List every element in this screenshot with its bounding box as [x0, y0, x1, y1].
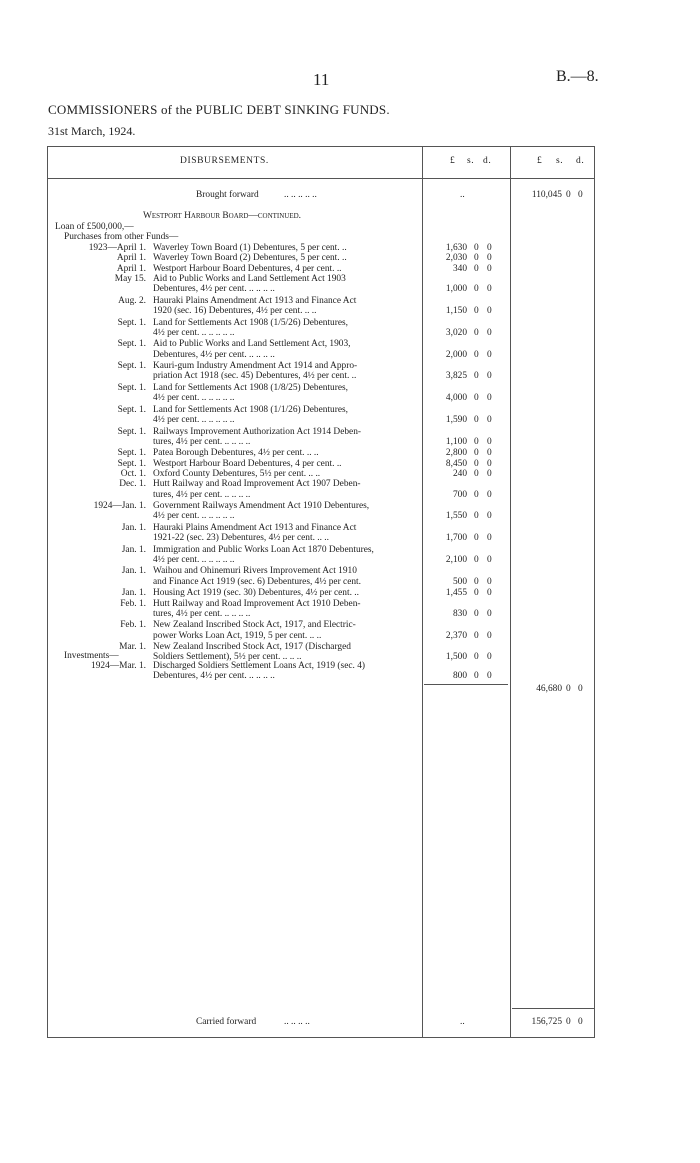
entry-description: Government Railways Amendment Act 1910 Debentures,	[153, 501, 370, 511]
entry-pence: 0	[487, 371, 492, 382]
entry-date: Dec. 1.	[119, 479, 146, 490]
entry-shillings: 0	[474, 576, 479, 587]
entry-date: Sept. 1.	[117, 382, 146, 393]
entry-date: Sept. 1.	[117, 339, 146, 350]
entry-pence: 0	[487, 349, 492, 360]
entry-description: New Zealand Inscribed Stock Act, 1917 (Discharged	[153, 642, 351, 653]
entry-shillings: 0	[474, 554, 479, 565]
carried-forward-shillings: 0	[566, 1017, 571, 1027]
entry-amount: 1,630	[445, 243, 467, 253]
entry-shillings: 0	[474, 671, 479, 681]
entry-description: power Works Loan Act, 1919, 5 per cent. .. ..	[153, 630, 322, 641]
entry-amount: 3,825	[445, 371, 467, 382]
header-rule	[47, 178, 595, 179]
brought-forward-shillings: 0	[566, 190, 571, 200]
entry-shillings: 0	[474, 243, 479, 253]
entry-description: Debentures, 4½ per cent. .. .. .. ..	[153, 284, 275, 295]
entry-pence: 0	[487, 511, 492, 522]
entry-pence: 0	[487, 327, 492, 338]
loan-label: Loan of £500,000,—	[55, 222, 134, 232]
entry-pence: 0	[487, 588, 492, 599]
entry-pence: 0	[487, 415, 492, 425]
total-rule	[512, 1008, 594, 1009]
entry-amount: 1,455	[445, 588, 467, 599]
entry-description: Soldiers Settlement), 5½ per cent. .. .. ..	[153, 652, 302, 663]
pounds-header: £	[450, 156, 456, 166]
entry-amount: 2,000	[445, 349, 467, 360]
subtotal-pence: 0	[578, 684, 583, 694]
entry-shillings: 0	[474, 349, 479, 360]
entry-shillings: 0	[474, 630, 479, 641]
entry-date: 1924—Mar. 1.	[91, 661, 146, 671]
section-heading: Westport Harbour Board—continued.	[143, 211, 302, 221]
entry-description: Discharged Soldiers Settlement Loans Act, 1919 (sec. 4)	[153, 661, 366, 671]
entry-pence: 0	[487, 576, 492, 587]
entry-shillings: 0	[474, 263, 479, 274]
entry-description: Hauraki Plains Amendment Act 1913 and Finance Act	[153, 295, 357, 306]
entry-shillings: 0	[474, 533, 479, 544]
entry-pence: 0	[487, 436, 492, 447]
entry-amount: 8,450	[445, 458, 467, 469]
entry-date: Feb. 1.	[120, 620, 146, 631]
carried-forward-pence: 0	[578, 1017, 583, 1027]
entry-description: Land for Settlements Act 1908 (1/5/26) Debentures,	[153, 317, 349, 328]
entry-pence: 0	[487, 448, 492, 459]
entry-description: 4½ per cent. .. .. .. .. ..	[153, 511, 235, 522]
entry-description: tures, 4½ per cent. .. .. .. ..	[153, 608, 251, 619]
entry-date: 1924—Jan. 1.	[93, 501, 146, 511]
entry-date: Oct. 1.	[120, 468, 146, 479]
entry-shillings: 0	[474, 415, 479, 425]
entry-description: Waverley Town Board (2) Debentures, 5 per cent. ..	[153, 253, 347, 264]
shillings-header: s.	[556, 156, 564, 166]
entry-description: priation Act 1918 (sec. 45) Debentures, 4½ per cent. ..	[153, 371, 357, 382]
entry-date: Feb. 1.	[120, 598, 146, 609]
entry-description: 4½ per cent. .. .. .. .. ..	[153, 393, 235, 404]
pounds-header: £	[537, 156, 543, 166]
entry-date: Jan. 1.	[121, 588, 146, 599]
entry-date: April 1.	[116, 263, 146, 274]
entry-amount: 340	[452, 263, 467, 274]
entry-amount: 240	[452, 468, 467, 479]
entry-description: Debentures, 4½ per cent. .. .. .. ..	[153, 349, 275, 360]
entry-shillings: 0	[474, 436, 479, 447]
entry-pence: 0	[487, 263, 492, 274]
pence-header: d.	[483, 156, 492, 166]
entry-description: 4½ per cent. .. .. .. .. ..	[153, 327, 235, 338]
entry-description: and Finance Act 1919 (sec. 6) Debentures, 4½ per cent.	[153, 576, 362, 587]
page-title: COMMISSIONERS of the PUBLIC DEBT SINKING FUNDS.	[48, 102, 390, 117]
entry-shillings: 0	[474, 393, 479, 404]
entry-description: Westport Harbour Board Debentures, 4 per cent. ..	[153, 458, 342, 469]
entry-amount: 1,500	[445, 652, 467, 663]
entry-date: May 15.	[114, 273, 146, 284]
entry-pence: 0	[487, 458, 492, 469]
document-reference: B.—8.	[556, 68, 599, 85]
entry-description: 4½ per cent. .. .. .. .. ..	[153, 415, 235, 425]
entry-amount: 830	[452, 608, 467, 619]
entry-amount: 2,370	[445, 630, 467, 641]
entry-description: Hutt Railway and Road Improvement Act 1907 Deben-	[153, 479, 361, 490]
entry-pence: 0	[487, 533, 492, 544]
entry-description: Oxford County Debentures, 5½ per cent. .. ..	[153, 468, 321, 479]
pence-header: d.	[576, 156, 585, 166]
entry-pence: 0	[487, 554, 492, 565]
subtotal-rule	[424, 684, 508, 685]
entry-date: Jan. 1.	[121, 566, 146, 577]
subtotal-shillings: 0	[566, 684, 571, 694]
entry-shillings: 0	[474, 448, 479, 459]
entry-shillings: 0	[474, 371, 479, 382]
entry-description: Immigration and Public Works Loan Act 1870 Debentures,	[153, 544, 374, 555]
entry-date: 1923—April 1.	[88, 243, 146, 253]
entry-shillings: 0	[474, 458, 479, 469]
entry-amount: 500	[452, 576, 467, 587]
entry-pence: 0	[487, 284, 492, 295]
entry-description: Hutt Railway and Road Improvement Act 1910 Deben-	[153, 598, 361, 609]
entry-description: Hauraki Plains Amendment Act 1913 and Finance Act	[153, 522, 357, 533]
entry-pence: 0	[487, 393, 492, 404]
entry-date: Sept. 1.	[117, 448, 146, 459]
disbursements-header: DISBURSEMENTS.	[180, 156, 269, 166]
entry-shillings: 0	[474, 306, 479, 316]
entry-pence: 0	[487, 630, 492, 641]
carried-forward-label: Carried forward	[196, 1017, 257, 1027]
leader-dots: .. .. .. .. ..	[284, 190, 317, 200]
brought-forward-amount: 110,045	[531, 190, 562, 200]
entry-description: tures, 4½ per cent. .. .. .. ..	[153, 436, 251, 447]
page-number: 11	[313, 70, 330, 89]
entry-date: Jan. 1.	[121, 522, 146, 533]
entry-description: 4½ per cent. .. .. .. .. ..	[153, 554, 235, 565]
entry-description: Patea Borough Debentures, 4½ per cent. .. ..	[153, 448, 319, 459]
entry-date: Sept. 1.	[117, 361, 146, 372]
entry-date: Sept. 1.	[117, 426, 146, 437]
entry-description: New Zealand Inscribed Stock Act, 1917, and Electric-	[153, 620, 356, 631]
entry-pence: 0	[487, 468, 492, 479]
entry-amount: 2,800	[445, 448, 467, 459]
entry-date: Jan. 1.	[121, 544, 146, 555]
brought-forward-pence: 0	[578, 190, 583, 200]
leader-dots: ..	[460, 190, 465, 200]
purchases-label: Purchases from other Funds—	[64, 232, 179, 242]
entry-description: Debentures, 4½ per cent. .. .. .. ..	[153, 671, 275, 681]
entry-pence: 0	[487, 652, 492, 663]
entry-amount: 2,100	[445, 554, 467, 565]
entry-amount: 800	[452, 671, 467, 681]
entry-description: Railways Improvement Authorization Act 1914 Deben-	[153, 426, 362, 437]
entry-description: Waverley Town Board (1) Debentures, 5 per cent. ..	[153, 243, 347, 253]
entry-shillings: 0	[474, 327, 479, 338]
entry-pence: 0	[487, 671, 492, 681]
entry-amount: 1,550	[445, 511, 467, 522]
entry-pence: 0	[487, 243, 492, 253]
entry-description: 1920 (sec. 16) Debentures, 4½ per cent. .. ..	[153, 306, 317, 316]
report-date: 31st March, 1924.	[48, 124, 136, 138]
leader-dots: .. .. .. ..	[284, 1017, 310, 1027]
entry-description: Waihou and Ohinemuri Rivers Improvement Act 1910	[153, 566, 357, 577]
investments-label: Investments—	[64, 651, 119, 661]
entry-amount: 1,150	[445, 306, 467, 316]
entry-amount: 2,030	[445, 253, 467, 264]
entry-shillings: 0	[474, 284, 479, 295]
entry-shillings: 0	[474, 489, 479, 500]
leader-dots: ..	[460, 1017, 465, 1027]
entry-description: 1921-22 (sec. 23) Debentures, 4½ per cent. .. ..	[153, 533, 329, 544]
entry-shillings: 0	[474, 511, 479, 522]
entry-description: Aid to Public Works and Land Settlement Act, 1903,	[153, 339, 351, 350]
entry-amount: 1,000	[445, 284, 467, 295]
entry-amount: 1,590	[445, 415, 467, 425]
entry-shillings: 0	[474, 253, 479, 264]
column-divider	[510, 146, 511, 1038]
entry-description: Land for Settlements Act 1908 (1/8/25) Debentures,	[153, 382, 349, 393]
entry-description: Land for Settlements Act 1908 (1/1/26) Debentures,	[153, 404, 349, 415]
entry-shillings: 0	[474, 652, 479, 663]
entry-date: Sept. 1.	[117, 458, 146, 469]
entry-date: Sept. 1.	[117, 317, 146, 328]
entry-amount: 3,020	[445, 327, 467, 338]
subtotal-amount: 46,680	[536, 684, 562, 694]
entry-shillings: 0	[474, 608, 479, 619]
entry-shillings: 0	[474, 468, 479, 479]
entry-pence: 0	[487, 306, 492, 316]
entry-description: Housing Act 1919 (sec. 30) Debentures, 4½ per cent. ..	[153, 588, 359, 599]
brought-forward-label: Brought forward	[196, 190, 259, 200]
entry-pence: 0	[487, 608, 492, 619]
entry-pence: 0	[487, 253, 492, 264]
entry-date: April 1.	[116, 253, 146, 264]
entry-description: Westport Harbour Board Debentures, 4 per cent. ..	[153, 263, 342, 274]
entry-description: tures, 4½ per cent. .. .. .. ..	[153, 489, 251, 500]
entry-description: Kauri-gum Industry Amendment Act 1914 and Appro-	[153, 361, 358, 372]
entry-date: Mar. 1.	[119, 642, 146, 653]
carried-forward-amount: 156,725	[531, 1017, 562, 1027]
entry-date: Aug. 2.	[118, 295, 146, 306]
entry-amount: 700	[452, 489, 467, 500]
entry-amount: 1,700	[445, 533, 467, 544]
entry-pence: 0	[487, 489, 492, 500]
entry-amount: 4,000	[445, 393, 467, 404]
entry-description: Aid to Public Works and Land Settlement Act 1903	[153, 273, 346, 284]
entry-amount: 1,100	[445, 436, 467, 447]
entry-date: Sept. 1.	[117, 404, 146, 415]
entry-shillings: 0	[474, 588, 479, 599]
shillings-header: s.	[467, 156, 475, 166]
